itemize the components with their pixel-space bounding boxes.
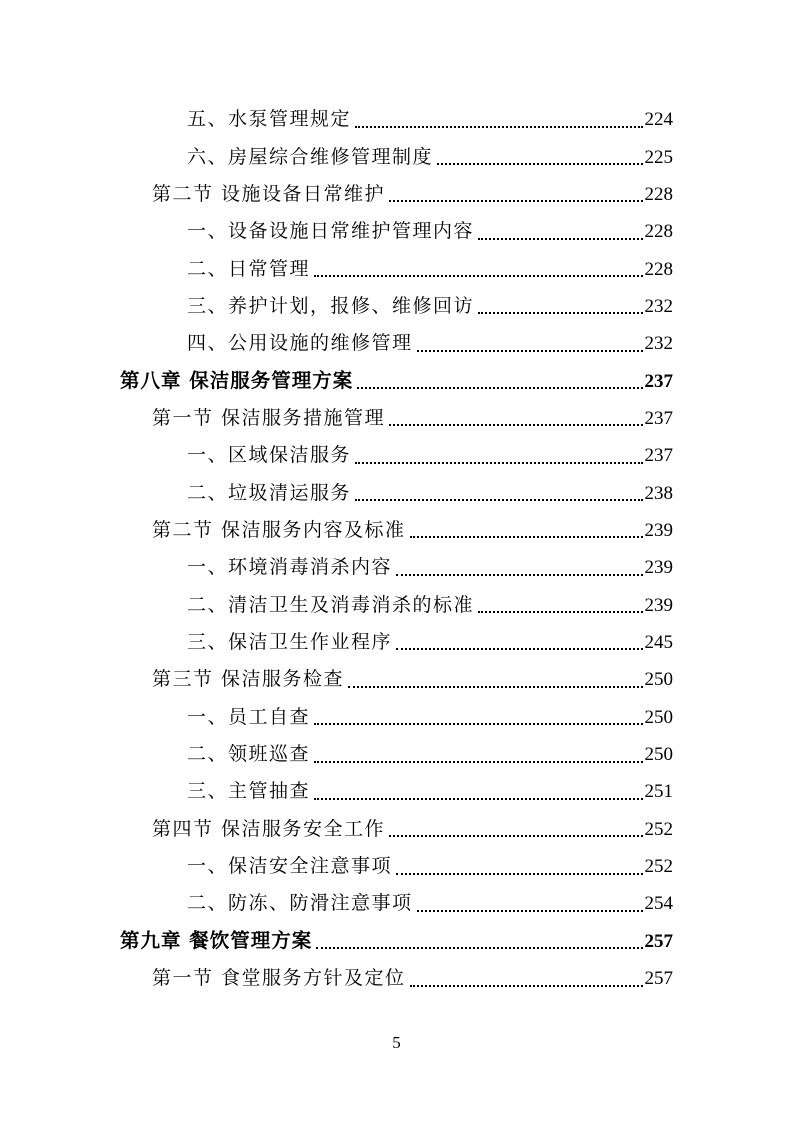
- toc-entry-title: 一、设备设施日常维护管理内容: [187, 220, 475, 243]
- toc-entry-page-number: 237: [644, 407, 673, 429]
- toc-entry-page-number: 237: [644, 445, 673, 467]
- toc-entry-item[interactable]: [0, 437, 673, 474]
- toc-entry-page-number: 252: [644, 818, 673, 840]
- dot-leader: [478, 312, 642, 314]
- dot-leader: [410, 536, 643, 538]
- dot-leader: [348, 686, 642, 688]
- toc-entry-page-number: 250: [644, 669, 673, 691]
- toc-entry-item[interactable]: [0, 773, 673, 810]
- toc-entry-item[interactable]: [0, 586, 673, 623]
- dot-leader: [437, 163, 642, 165]
- dot-leader: [410, 985, 643, 987]
- toc-entry-item[interactable]: [0, 474, 673, 511]
- toc-entry-item[interactable]: [0, 848, 673, 885]
- dot-leader: [417, 910, 643, 912]
- dot-leader: [396, 574, 642, 576]
- toc-entry-item[interactable]: [0, 699, 673, 736]
- toc-entry-page-number: 257: [644, 930, 673, 952]
- toc-entry-page-number: 228: [644, 183, 673, 205]
- toc-entry-title: 三、主管抽查: [187, 780, 311, 803]
- toc-entry-title: 第一节 食堂服务方针及定位: [152, 967, 406, 990]
- toc-entry-page-number: 252: [644, 856, 673, 878]
- toc-entry-title: 一、区域保洁服务: [187, 444, 352, 467]
- toc-entry-title: 第九章 餐饮管理方案: [120, 929, 313, 953]
- toc-entry-page-number: 238: [644, 482, 673, 504]
- dot-leader: [355, 462, 642, 464]
- toc-entry-page-number: 251: [644, 781, 673, 803]
- toc-entry-title: 第二节 保洁服务内容及标准: [152, 518, 406, 541]
- toc-entry-page-number: 250: [644, 744, 673, 766]
- dot-leader: [389, 200, 642, 202]
- toc-entry-title: 第八章 保洁服务管理方案: [120, 369, 354, 393]
- toc-entry-page-number: 257: [644, 968, 673, 990]
- toc-entry-title: 二、垃圾清运服务: [187, 481, 352, 504]
- toc-entry-section[interactable]: [0, 176, 673, 213]
- toc-entry-item[interactable]: [0, 250, 673, 287]
- dot-leader: [478, 611, 642, 613]
- dot-leader: [355, 499, 642, 501]
- toc-entry-item[interactable]: [0, 213, 673, 250]
- toc-entry-title: 第四节 保洁服务安全工作: [152, 817, 386, 840]
- toc-entry-page-number: 239: [644, 594, 673, 616]
- toc-entry-page-number: 239: [644, 519, 673, 541]
- toc-entry-title: 一、员工自查: [187, 705, 311, 728]
- dot-leader: [389, 835, 642, 837]
- dot-leader: [357, 387, 642, 389]
- toc-entry-item[interactable]: [0, 549, 673, 586]
- toc-entry-page-number: 228: [644, 258, 673, 280]
- dot-leader: [355, 126, 642, 128]
- toc-entry-item[interactable]: [0, 885, 673, 922]
- toc-entry-section[interactable]: [0, 400, 673, 437]
- toc-entry-item[interactable]: [0, 288, 673, 325]
- toc-entry-page-number: 254: [644, 893, 673, 915]
- toc-entry-section[interactable]: [0, 960, 673, 997]
- toc-entry-title: 六、房屋综合维修管理制度: [187, 145, 434, 168]
- toc-entry-page-number: 245: [644, 631, 673, 653]
- dot-leader: [389, 424, 642, 426]
- toc-entry-section[interactable]: [0, 811, 673, 848]
- toc-entry-title: 一、环境消毒消杀内容: [187, 556, 393, 579]
- toc-entry-title: 二、防冻、防滑注意事项: [187, 892, 413, 915]
- toc-entry-title: 三、养护计划，报修、维修回访: [187, 294, 475, 317]
- toc-entry-title: 一、保洁安全注意事项: [187, 855, 393, 878]
- table-of-contents: [0, 101, 793, 997]
- toc-entry-page-number: 237: [644, 370, 673, 392]
- toc-entry-item[interactable]: [0, 138, 673, 175]
- toc-entry-title: 二、领班巡查: [187, 743, 311, 766]
- toc-entry-title: 第一节 保洁服务措施管理: [152, 406, 386, 429]
- dot-leader: [314, 798, 642, 800]
- toc-entry-item[interactable]: [0, 101, 673, 138]
- toc-entry-title: 第三节 保洁服务检查: [152, 668, 345, 691]
- toc-entry-title: 四、公用设施的维修管理: [187, 332, 413, 355]
- dot-leader: [396, 648, 642, 650]
- toc-entry-page-number: 228: [644, 221, 673, 243]
- toc-entry-page-number: 239: [644, 557, 673, 579]
- toc-entry-title: 二、清洁卫生及消毒消杀的标准: [187, 593, 475, 616]
- dot-leader: [314, 275, 642, 277]
- toc-entry-page-number: 232: [644, 333, 673, 355]
- toc-entry-page-number: 224: [644, 109, 673, 131]
- dot-leader: [396, 873, 642, 875]
- toc-entry-page-number: 225: [644, 146, 673, 168]
- toc-entry-item[interactable]: [0, 736, 673, 773]
- toc-entry-page-number: 232: [644, 295, 673, 317]
- toc-entry-chapter[interactable]: [0, 362, 673, 399]
- toc-entry-section[interactable]: [0, 661, 673, 698]
- page-number: 5: [392, 1033, 401, 1052]
- dot-leader: [314, 761, 642, 763]
- toc-entry-title: 三、保洁卫生作业程序: [187, 630, 393, 653]
- dot-leader: [478, 238, 642, 240]
- toc-entry-item[interactable]: [0, 325, 673, 362]
- dot-leader: [316, 947, 642, 949]
- toc-entry-item[interactable]: [0, 624, 673, 661]
- dot-leader: [417, 350, 643, 352]
- toc-entry-section[interactable]: [0, 512, 673, 549]
- toc-entry-title: 二、日常管理: [187, 257, 311, 280]
- toc-entry-title: 五、水泵管理规定: [187, 108, 352, 131]
- dot-leader: [314, 723, 642, 725]
- toc-entry-title: 第二节 设施设备日常维护: [152, 182, 386, 205]
- toc-entry-chapter[interactable]: [0, 923, 673, 960]
- toc-entry-page-number: 250: [644, 706, 673, 728]
